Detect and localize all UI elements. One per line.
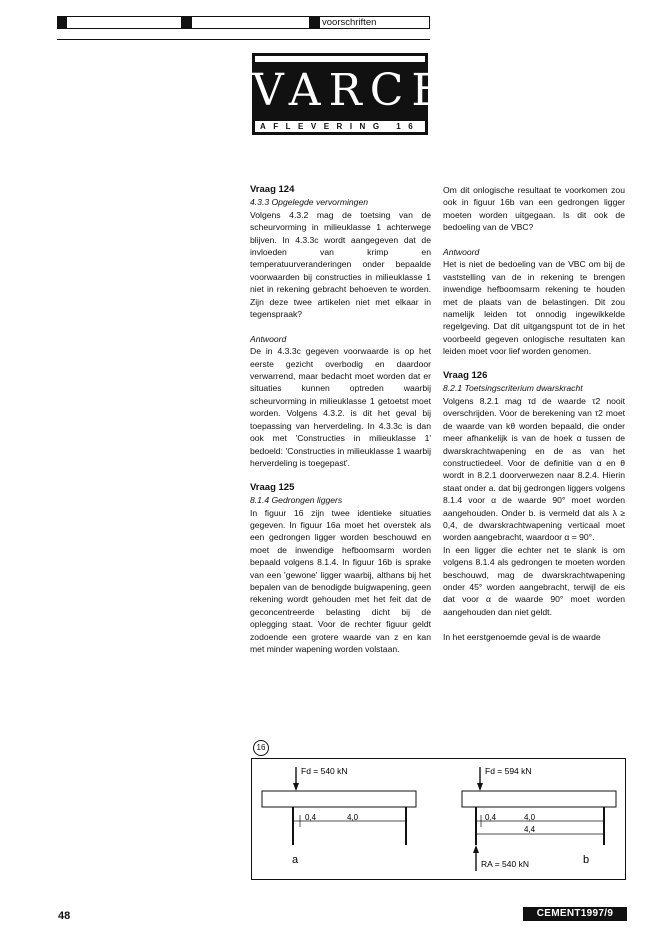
figure-diagram [252, 759, 625, 879]
logo-subtitle: AFLEVERING 16 [260, 122, 421, 131]
load-arrowhead-a [293, 783, 299, 791]
q125-continuation: Om dit onlogische resultaat te voorkomen zou ook in figuur 16b van een gedrongen ligger moeten worden uitgegaan. Is dit ook de bedoeling van de VBC? [443, 185, 625, 233]
load-label-b: Fd = 594 kN [485, 766, 532, 776]
dim-a-2: 4,0 [347, 813, 359, 822]
header-block-1 [57, 16, 66, 29]
q124-answer: De in 4.3.3c gegeven voorwaarde is op het eerste gezicht overbodig en daardoor verwarrend, maar bedacht moet worden dat er situaties kunnen optreden waarbij scheurvorming in milieuklasse 1 getoetst moet worden. Volgens 4.3.2. is dit het geval bij toepassing van herverdeling. In 4.3.3c is dan ook met 'Constructies in milieuklasse 1' bedoeld: 'Constructies in milieuklasse 1 waarbij herverdeling is toegepast'. [250, 346, 431, 468]
page-number: 48 [58, 910, 71, 922]
q124-title: Vraag 124 [250, 184, 295, 195]
q126-title: Vraag 126 [443, 370, 488, 382]
q124-text: Volgens 4.3.2 mag de toetsing van de scheurvorming in milieuklasse 1 achterwege blijven. In 4.3.3c wordt aangegeven dat de invloeden van krimp en temperatuurveranderingen onder bepaalde voorwaarden bij constructies in milieuklasse 1 niet in rekening gebracht behoeven te worden. Zijn deze twee artikelen niet met elkaar in tegenspraak? [250, 209, 431, 320]
q125-ref: 8.1.4 Gedrongen liggers [250, 495, 343, 506]
header-segment-2 [191, 16, 310, 29]
logo-subtitle-band [255, 121, 425, 132]
subfigure-a [262, 766, 416, 866]
header-rule [57, 39, 430, 40]
q124-answer-label: Antwoord [250, 333, 287, 344]
figure-16 [251, 758, 626, 880]
load-label-a: Fd = 540 kN [301, 766, 348, 776]
header-bar [57, 16, 430, 29]
logo-top-band [255, 56, 425, 62]
dim-b-3: 4,4 [524, 825, 536, 834]
dim-b-2: 4,0 [524, 813, 536, 822]
header-block-2 [182, 16, 191, 29]
q126-text-3: In het eerstgenoemde geval is de waarde [443, 631, 601, 642]
subfigure-b [462, 766, 616, 871]
right-column [443, 184, 625, 643]
logo-title: VARCE [252, 65, 452, 116]
figure-number: 16 [253, 740, 269, 756]
dim-a-1: 0,4 [305, 813, 317, 822]
dim-b-1: 0,4 [485, 813, 497, 822]
q125-answer-label: Antwoord [443, 247, 480, 258]
varce-logo [252, 53, 452, 135]
reaction-arrowhead-b [473, 845, 479, 853]
q125-text: In figuur 16 zijn twee identieke situaties gegeven. In figuur 16a moet het overstek als een gedrongen ligger worden beschouwd en moet de inwendige hefboomsarm worden bepaald volgens 8.1.4. In figuur 16b is sprake van een 'gewone' ligger waarbij, althans bij het bepalen van de benodigde buigwapening, geen rekening wordt gehouden met het feit dat de geconcentreerde belasting dicht bij de oplegging staat. Voor de rechter figuur geldt zodoende een grotere waarde van z en kan met minder wapening worden volstaan. [250, 507, 431, 654]
q126-ref: 8.2.1 Toetsingscriterium dwarskracht [443, 383, 583, 394]
caption-b: b [583, 854, 590, 866]
header-block-3 [310, 16, 319, 29]
journal-label: CEMENT1997/9 [523, 907, 627, 921]
q125-answer: Het is niet de bedoeling van de VBC om bij de vaststelling van de in rekening te brengen inwendige hefboomsarm rekening te houden met de plaats van de belastingen. Dit zou namelijk leiden tot onnodig ingewikkelde regelgeving. Dat dit uitgangspunt tot de in het voorbeeld gegeven onlogische resultaten kan leiden moet voor lief worden genomen. [443, 259, 625, 357]
beam-b [462, 791, 616, 807]
q126-text-2: In een ligger die echter net te slank is om volgens 8.1.4 als gedrongen te moeten worden beschouwd, mag de dwarskrachtwapening onder 45° worden aangebracht, terwijl de eis dat voor α de waarde 90° moet worden aangehouden dan niet geldt. [443, 544, 625, 617]
q126-text-1: Volgens 8.2.1 mag τd de waarde τ2 nooit overschrijden. Voor de berekening van τ2 moet de waarde van kθ worden bepaald, die onder meer afhankelijk is van de hoek α tussen de dwarskrachtwapening en de as van het constructiedeel. Voor de definitie van α en θ wordt in 8.2.1 doorverwezen naar 8.2.4. Hierin staat onder a. dat bij gedrongen liggers volgens 8.1.4 voor α de waarde 90° moet worden aangehouden. Onder b. is vermeld dat als λ ≥ 0,4, de dwarskrachtwapening verticaal moet worden aangebracht, waardoor α = 90°. [443, 395, 625, 543]
caption-a: a [292, 854, 299, 866]
reaction-label-b: RA = 540 kN [481, 859, 529, 869]
q124-ref: 4.3.3 Opgelegde vervormingen [250, 197, 369, 208]
q125-title: Vraag 125 [250, 481, 295, 493]
section-label: voorschriften [322, 17, 377, 28]
left-column [250, 184, 431, 655]
load-arrowhead-b [477, 783, 483, 791]
beam-a [262, 791, 416, 807]
header-segment-1 [66, 16, 182, 29]
